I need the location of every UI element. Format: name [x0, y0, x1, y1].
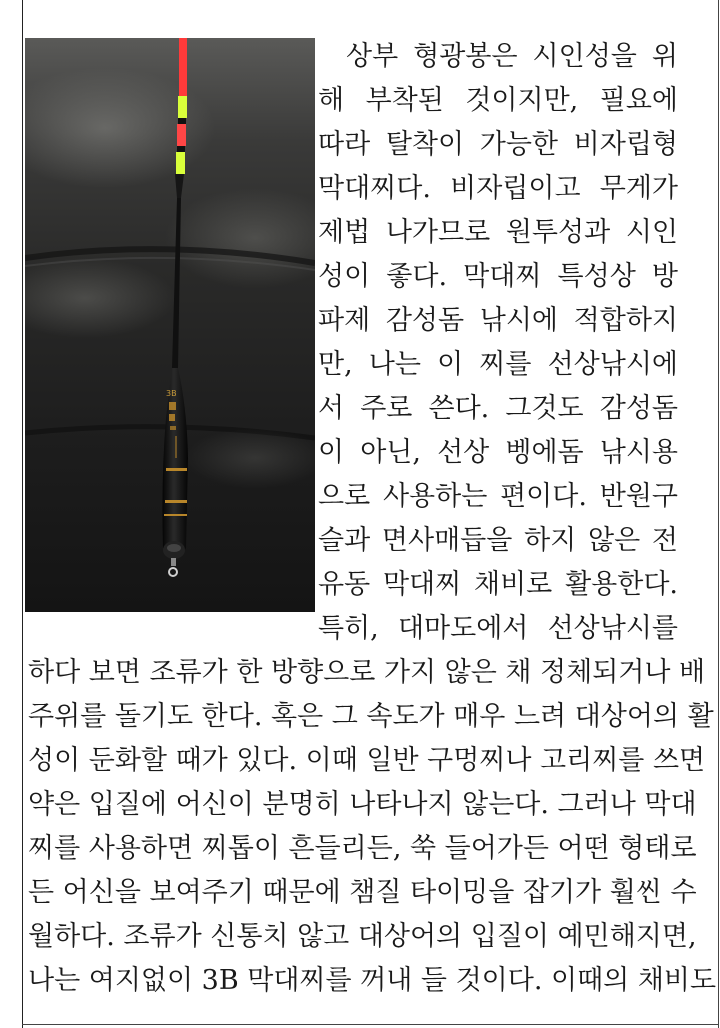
right-border-rule [718, 0, 719, 1028]
text-line: 월하다. 조류가 신통치 않고 대상어의 입질이 예민해지면, [28, 921, 697, 952]
text-line: 든 어신을 보여주기 때문에 챔질 타이밍을 잡기가 훨씬 수 [28, 877, 697, 908]
text-line: 주위를 돌기도 한다. 혹은 그 속도가 매우 느려 대상어의 활 [28, 701, 714, 732]
text-line: 만, 나는 이 찌를 선상낚시에 [318, 349, 678, 380]
text-line: 성이 둔화할 때가 있다. 이때 일반 구멍찌나 고리찌를 쓰면 [28, 745, 706, 776]
text-line: 서 주로 쓴다. 그것도 감성돔 [318, 393, 678, 424]
bottom-border-rule [22, 1024, 719, 1025]
text-line: 유동 막대찌 채비로 활용한다. [318, 569, 678, 600]
text-line: 약은 입질에 어신이 분명히 나타나지 않는다. 그러나 막대 [28, 789, 697, 820]
text-line: 특히, 대마도에서 선상낚시를 [318, 613, 678, 644]
text-line: 나는 여지없이 3B 막대찌를 꺼내 들 것이다. 이때의 채비도 [28, 965, 717, 996]
text-line: 파제 감성돔 낚시에 적합하지 [318, 305, 678, 336]
text-line: 제법 나가므로 원투성과 시인 [318, 217, 678, 248]
fishing-float-photo [25, 38, 315, 612]
text-line: 막대찌다. 비자립이고 무게가 [318, 173, 678, 204]
text-line: 하다 보면 조류가 한 방향으로 가지 않은 채 정체되거나 배 [28, 657, 706, 688]
text-line: 이 아닌, 선상 벵에돔 낚시용 [318, 437, 678, 468]
float-label: 3B [166, 389, 177, 398]
text-line: 상부 형광봉은 시인성을 위 [346, 41, 678, 72]
text-line: 으로 사용하는 편이다. 반원구 [318, 481, 678, 512]
text-line: 성이 좋다. 막대찌 특성상 방 [318, 261, 678, 292]
text-line: 슬과 면사매듭을 하지 않은 전 [318, 525, 678, 556]
text-line: 해 부착된 것이지만, 필요에 [318, 85, 678, 116]
text-line: 찌를 사용하면 찌톱이 흔들리든, 쑥 들어가든 어떤 형태로 [28, 833, 697, 864]
left-margin-rule [22, 0, 23, 1028]
text-line: 따라 탈착이 가능한 비자립형 [318, 129, 678, 160]
